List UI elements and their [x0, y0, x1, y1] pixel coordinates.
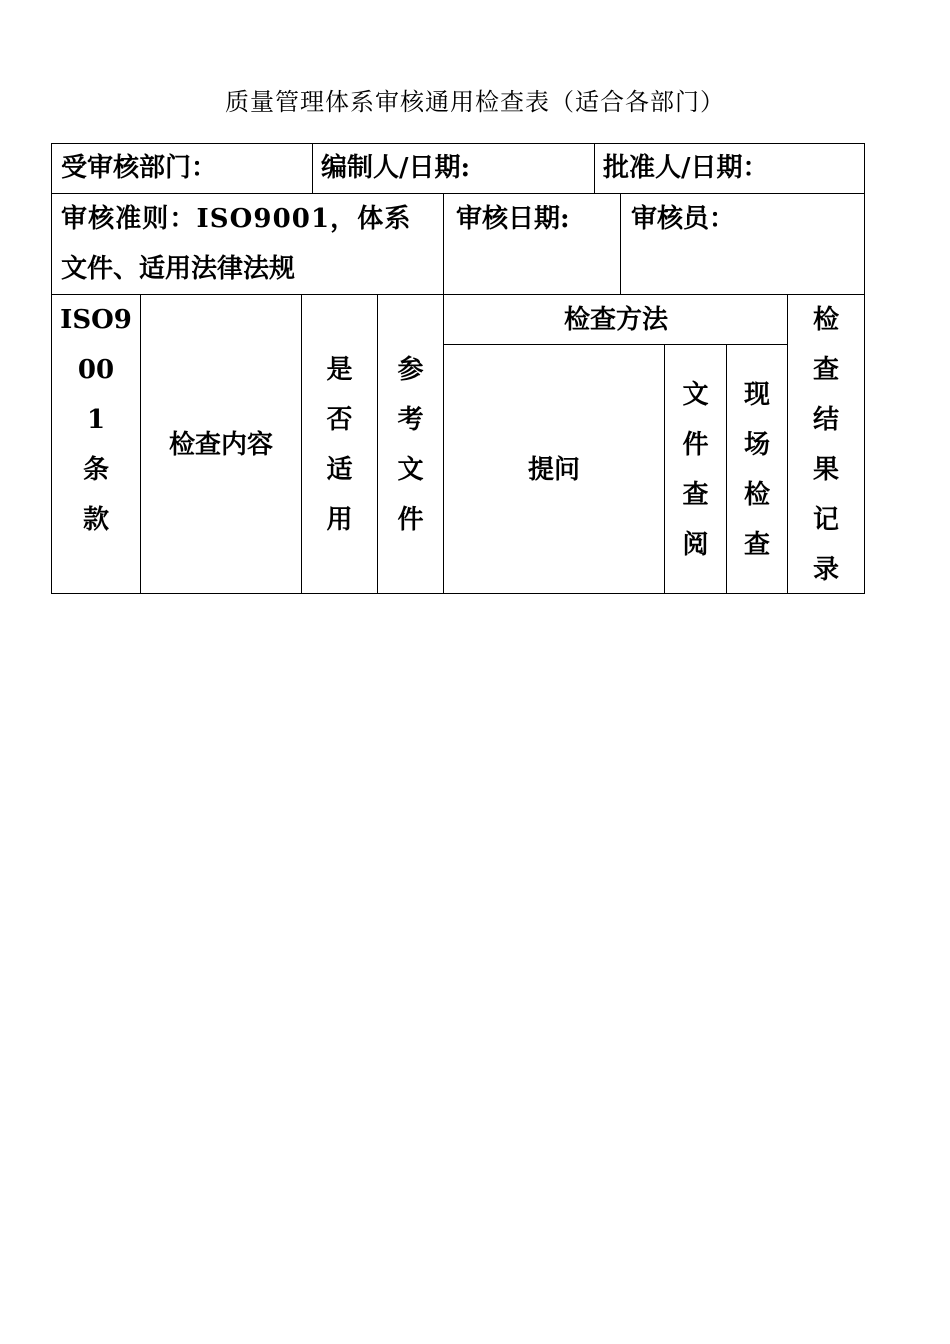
- doc-review-header: 文 件 查 阅: [682, 380, 709, 560]
- check-method-header: 检查方法: [563, 305, 668, 335]
- applicable-header: 是 否 适 用: [326, 355, 353, 535]
- question-header: 提问: [527, 455, 580, 485]
- row2-divider-a: [443, 193, 444, 294]
- table-border-bottom: [51, 593, 865, 594]
- prepared-by-label: 编制人/日期:: [321, 153, 471, 183]
- audit-checklist-table: [51, 143, 865, 594]
- result-record-header: 检 查 结 果 记 录: [812, 305, 839, 585]
- audited-department-label: 受审核部门：: [61, 153, 218, 183]
- audit-criteria-line1: 审核准则：ISO9001，体系: [61, 204, 412, 234]
- reference-docs-header: 参 考 文 件: [397, 355, 424, 535]
- site-check-header: 现 场 检 查: [743, 380, 770, 560]
- table-border-right: [864, 143, 865, 594]
- row1-divider-b: [594, 143, 595, 194]
- auditor-label: 审核员：: [631, 204, 736, 234]
- page-title: 质量管理体系审核通用检查表（适合各部门）: [225, 88, 725, 116]
- iso-clause-header: ISO9 00 1 条 款: [60, 305, 132, 535]
- row1-divider-a: [312, 143, 313, 194]
- audit-criteria-line2: 文件、适用法律法规: [61, 254, 296, 284]
- row2-divider-b: [620, 193, 621, 294]
- audit-date-label: 审核日期:: [456, 204, 570, 234]
- check-content-header: 检查内容: [168, 430, 273, 460]
- approved-by-label: 批准人/日期：: [603, 153, 769, 183]
